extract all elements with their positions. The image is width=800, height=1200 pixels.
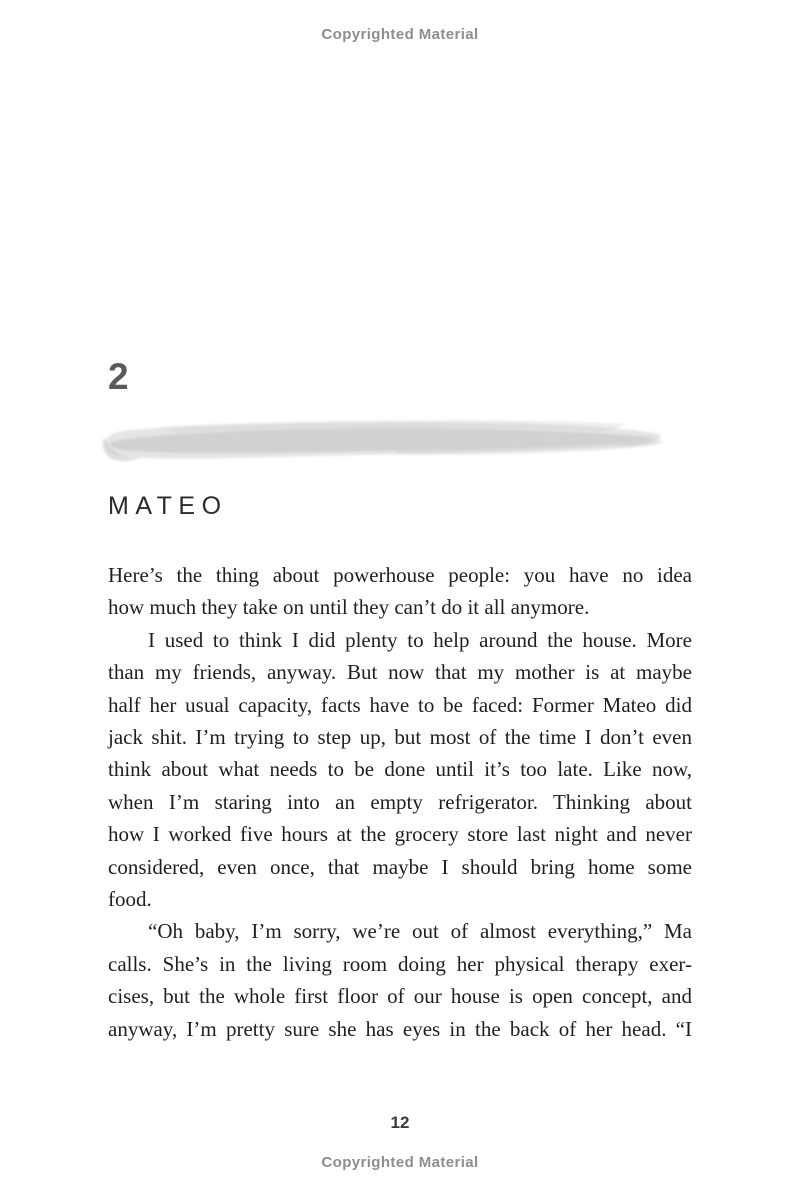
chapter-number: 2 — [108, 356, 129, 397]
page-number: 12 — [390, 1113, 410, 1132]
text-line: how I worked five hours at the grocery store last night and never — [108, 822, 692, 847]
body-text — [108, 559, 692, 1045]
brush-stroke-icon — [98, 411, 665, 469]
text-line: when I’m staring into an empty refrigerator. Thinking about — [108, 789, 692, 814]
text-line: I used to think I did plenty to help around the house. More — [148, 627, 692, 652]
chapter-title: MATEO — [108, 492, 228, 520]
text-line: than my friends, anyway. But now that my mother is at maybe — [108, 660, 692, 685]
text-line: considered, even once, that maybe I should bring home some — [108, 854, 692, 879]
text-line: Here’s the thing about powerhouse people: you have no idea — [108, 563, 692, 587]
text-line: food. — [108, 887, 152, 912]
copyright-notice-bottom: Copyrighted Material — [321, 1154, 479, 1171]
text-line: think about what needs to be done until it’s too late. Like now, — [108, 757, 692, 782]
copyright-notice-top: Copyrighted Material — [321, 26, 479, 43]
text-line: cises, but the whole first floor of our house is open concept, and — [108, 984, 692, 1009]
text-line: calls. She’s in the living room doing her physical therapy exer- — [108, 951, 692, 976]
text-line: jack shit. I’m trying to step up, but most of the time I don’t even — [108, 725, 692, 750]
text-line: anyway, I’m pretty sure she has eyes in the back of her head. “I — [108, 1016, 692, 1041]
text-line: how much they take on until they can’t do it all anymore. — [108, 595, 590, 620]
text-line: half her usual capacity, facts have to be faced: Former Mateo did — [108, 692, 692, 717]
brush-stroke-decoration — [98, 411, 665, 469]
text-line: “Oh baby, I’m sorry, we’re out of almost everything,” Ma — [148, 919, 692, 944]
